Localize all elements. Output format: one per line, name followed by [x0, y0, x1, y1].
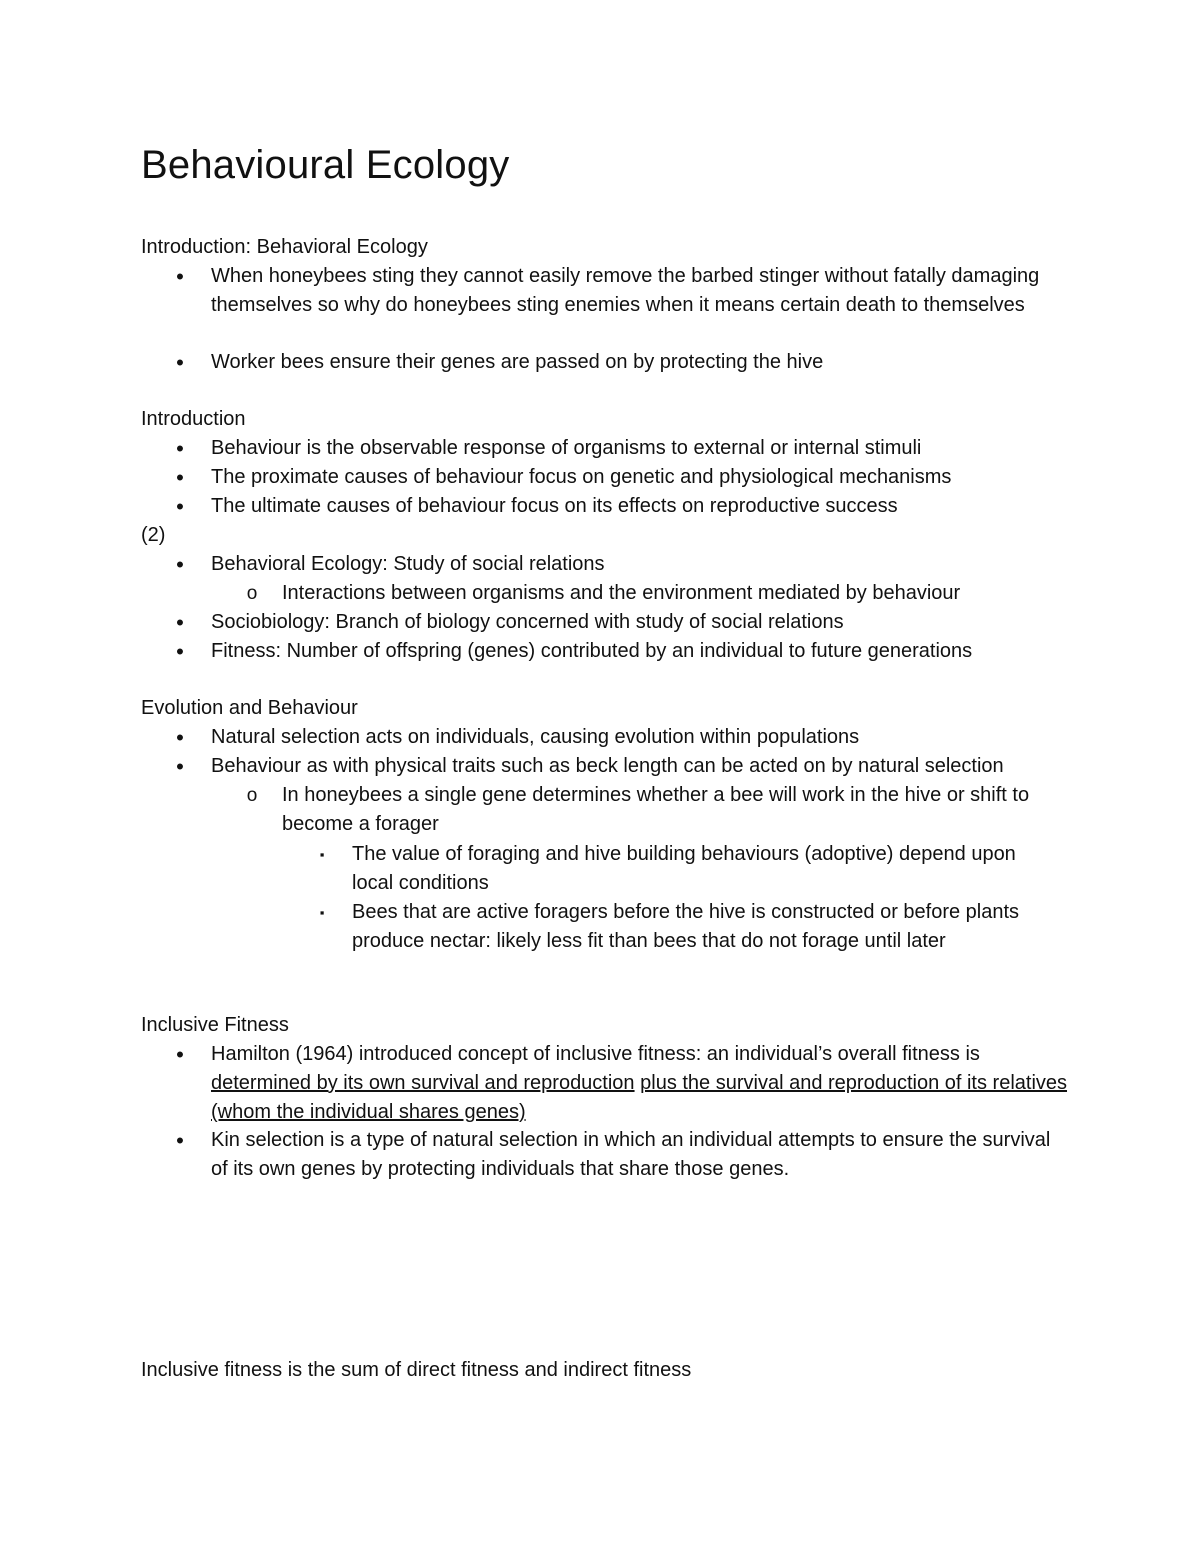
bullet-marker: • [176, 610, 184, 635]
list-subitem: In honeybees a single gene determines whether a bee will work in the hive or shift to become a forager [282, 784, 1030, 835]
list-item: Fitness: Number of offspring (genes) contributed by an individual to future generations [211, 640, 973, 662]
square-marker: ▪ [319, 905, 325, 920]
bullet-marker: • [176, 725, 184, 750]
section-heading-introduction: Introduction [141, 408, 246, 430]
list-subitem: Interactions between organisms and the environment mediated by behaviour [282, 582, 961, 604]
bullet-marker: • [176, 754, 184, 779]
bullet-marker: • [176, 465, 184, 490]
bullet-marker: • [176, 1128, 184, 1153]
list-item-hamilton [211, 1040, 1071, 1127]
list-item: The ultimate causes of behaviour focus on its effects on reproductive success [211, 495, 898, 517]
list-subsubitem: The value of foraging and hive building behaviours (adoptive) depend upon local conditions [352, 843, 1016, 894]
section-heading-2: (2) [141, 524, 166, 546]
bullet-marker: • [176, 436, 184, 461]
list-item: Natural selection acts on individuals, causing evolution within populations [211, 726, 860, 748]
hamilton-text: Hamilton (1964) introduced concept of inclusive fitness: an individual’s overall fitness is [211, 1043, 980, 1065]
circle-marker: o [246, 785, 258, 806]
list-subsubitem: Bees that are active foragers before the hive is constructed or before plants produce nectar: likely less fit than bees that do not forage until later [352, 901, 1020, 952]
document-title: Behavioural Ecology [141, 143, 510, 187]
list-item: Worker bees ensure their genes are passed on by protecting the hive [211, 351, 824, 373]
bullet-marker: • [176, 639, 184, 664]
square-marker: ▪ [319, 847, 325, 862]
underlined-text: plus the survival and reproduction of its relatives (whom the individual shares genes) [211, 1072, 1068, 1123]
underlined-text: determined by its own survival and reproduction [211, 1072, 635, 1094]
list-item: When honeybees sting they cannot easily remove the barbed stinger without fatally damaging themselves so why do honeybees sting enemies when it means certain death to themselves [211, 265, 1040, 316]
list-item: Behavioral Ecology: Study of social relations [211, 553, 605, 575]
section-heading-intro-behavioral-ecology: Introduction: Behavioral Ecology [141, 236, 428, 258]
closing-statement: Inclusive fitness is the sum of direct fitness and indirect fitness [141, 1359, 692, 1381]
bullet-marker: • [176, 552, 184, 577]
bullet-marker: • [176, 494, 184, 519]
list-item: Behaviour as with physical traits such as beck length can be acted on by natural selection [211, 755, 1004, 777]
list-item: Kin selection is a type of natural selection in which an individual attempts to ensure the survival of its own genes by protecting individuals that share those genes. [211, 1129, 1051, 1180]
bullet-marker: • [176, 1042, 184, 1067]
section-heading-evolution-and-behaviour: Evolution and Behaviour [141, 697, 358, 719]
bullet-marker: • [176, 350, 184, 375]
list-item: Behaviour is the observable response of organisms to external or internal stimuli [211, 437, 922, 459]
bullet-marker: • [176, 264, 184, 289]
section-heading-inclusive-fitness: Inclusive Fitness [141, 1014, 289, 1036]
list-item: Sociobiology: Branch of biology concerned with study of social relations [211, 611, 844, 633]
list-item: The proximate causes of behaviour focus on genetic and physiological mechanisms [211, 466, 952, 488]
circle-marker: o [246, 583, 258, 604]
